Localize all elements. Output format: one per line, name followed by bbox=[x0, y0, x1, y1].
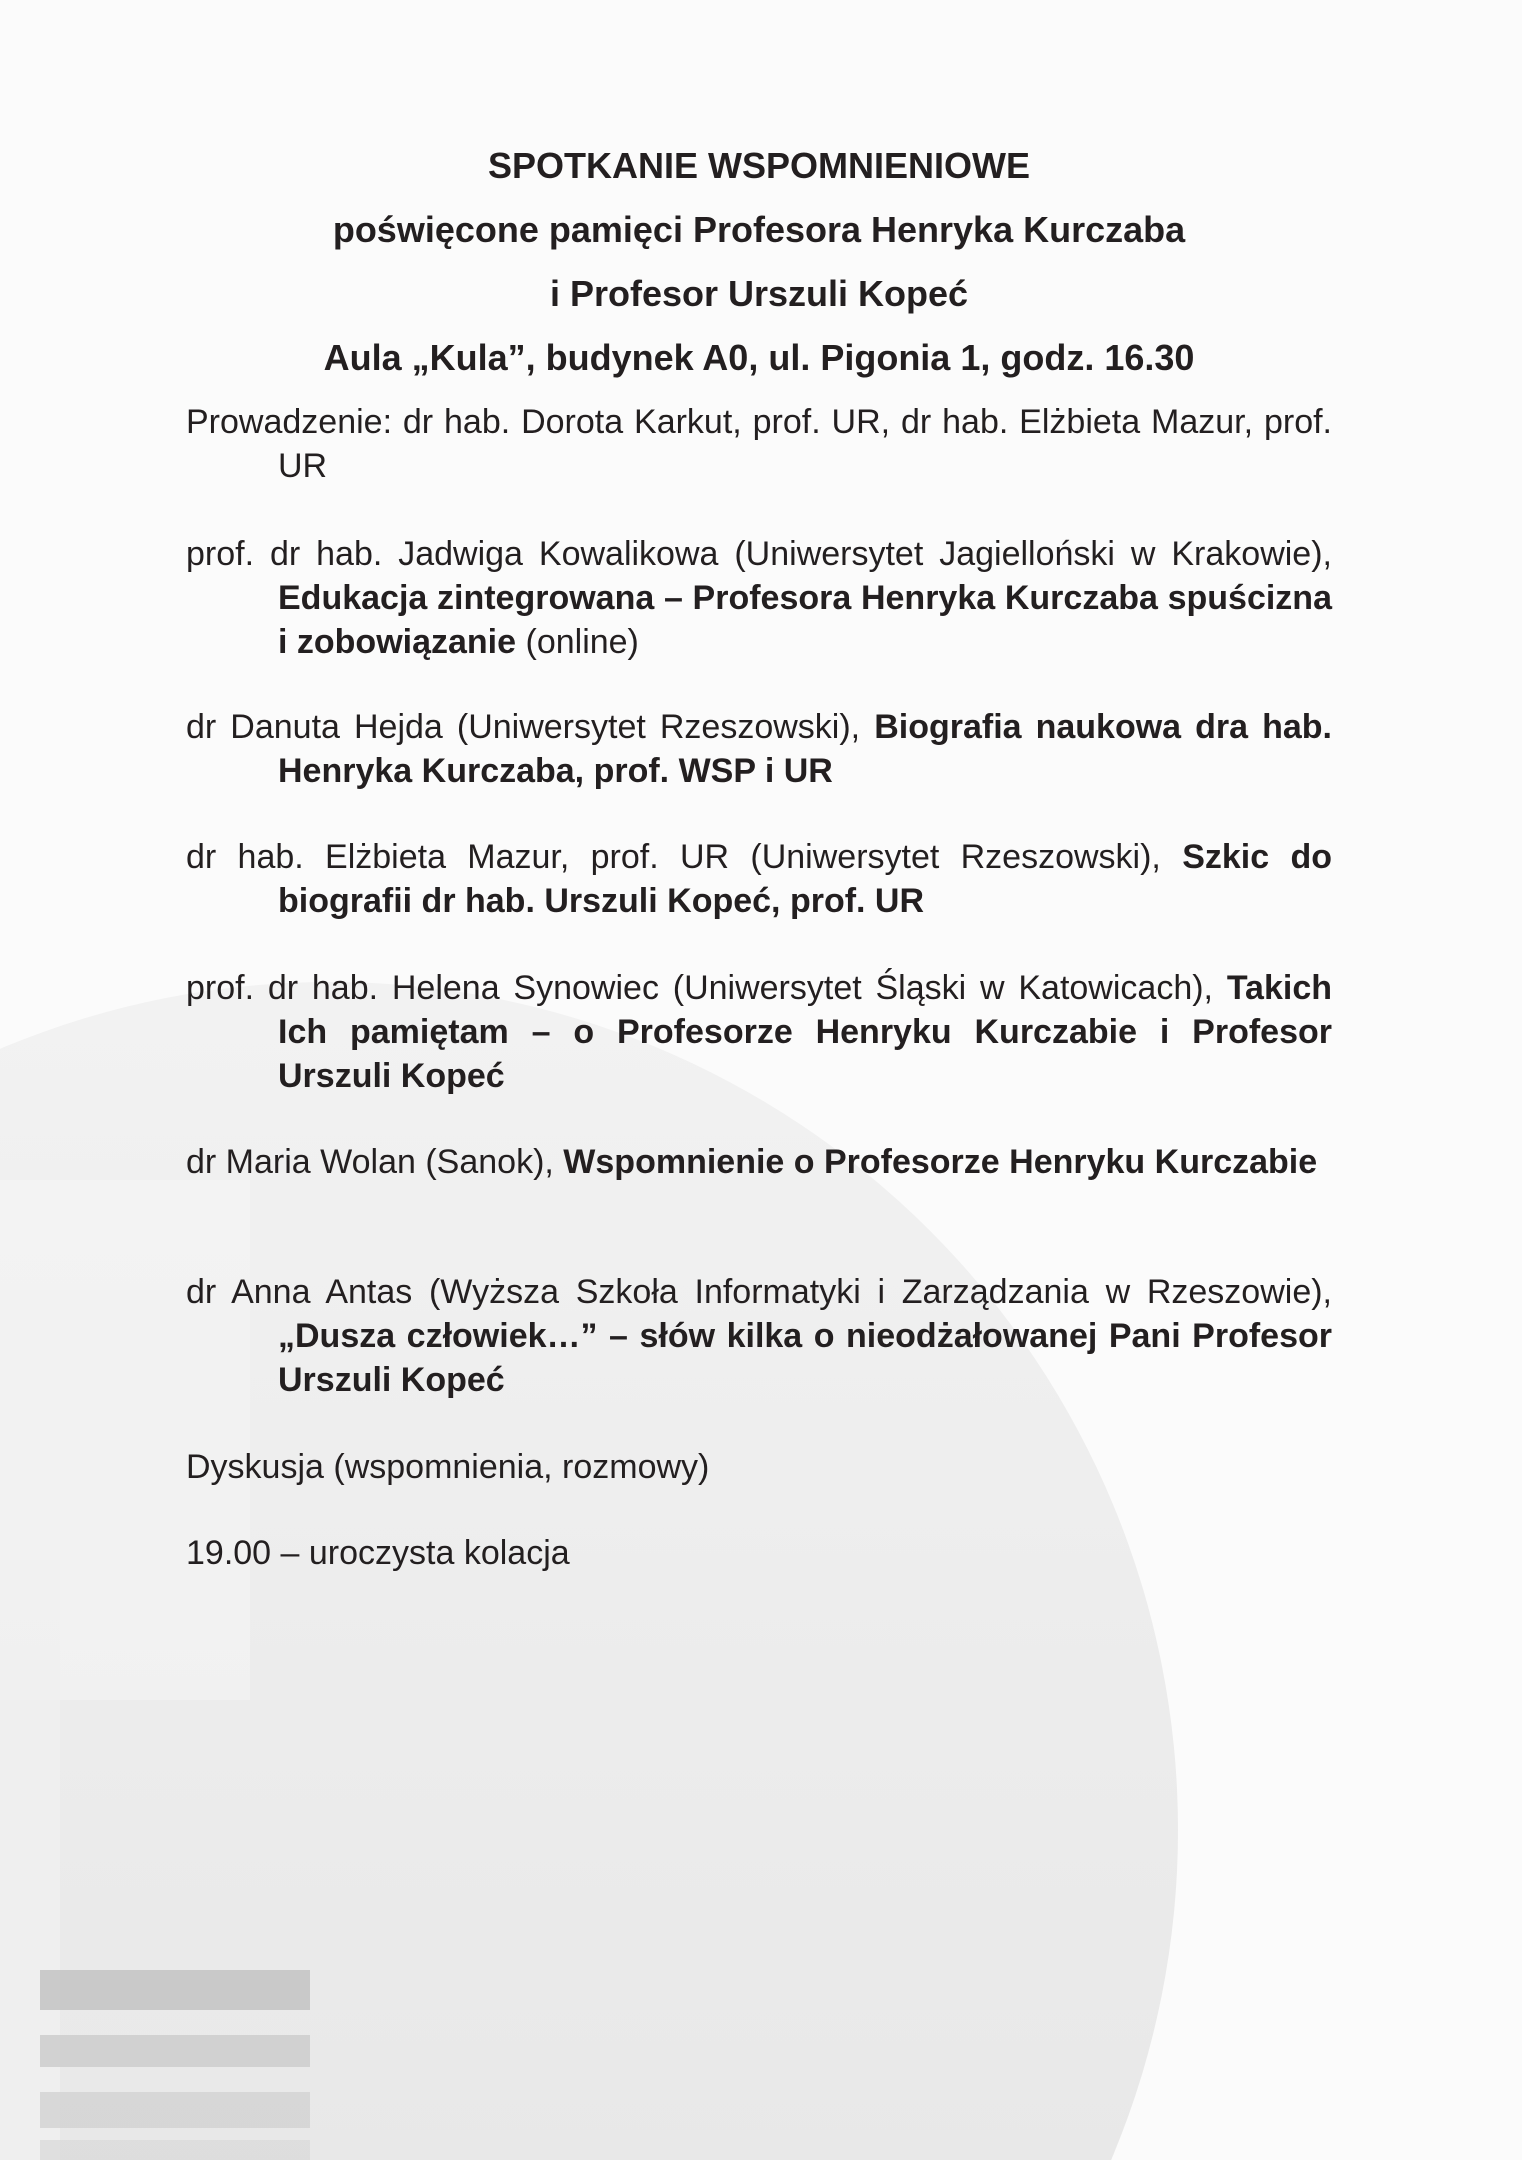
talk-note: (online) bbox=[516, 623, 639, 661]
talk-speaker: dr hab. Elżbieta Mazur, prof. UR (Uniwersytet Rzeszowski), bbox=[186, 838, 1183, 876]
event-header bbox=[186, 134, 1332, 390]
talk-speaker: prof. dr hab. Jadwiga Kowalikowa (Uniwersytet Jagielloński w Krakowie), bbox=[186, 535, 1332, 573]
talk-speaker: prof. dr hab. Helena Synowiec (Uniwersytet Śląski w Katowicach), bbox=[186, 969, 1227, 1007]
event-location: Aula „Kula”, budynek A0, ul. Pigonia 1, godz. 16.30 bbox=[323, 337, 1195, 378]
event-title: SPOTKANIE WSPOMNIENIOWE bbox=[487, 145, 1031, 186]
talk-entry bbox=[186, 532, 1332, 664]
event-dedication-continued: i Profesor Urszuli Kopeć bbox=[549, 273, 969, 314]
talk-speaker: dr Anna Antas (Wyższa Szkoła Informatyki i Zarządzania w Rzeszowie), bbox=[186, 1273, 1332, 1311]
dinner-item: 19.00 – uroczysta kolacja bbox=[186, 1534, 570, 1572]
talk-title: „Dusza człowiek…” – słów kilka o nieodżałowanej Pani Profesor Urszuli Kopeć bbox=[278, 1317, 1332, 1399]
talk-entry bbox=[186, 1270, 1332, 1402]
talk-title: Biografia naukowa dra hab. Henryka Kurczaba, prof. WSP i UR bbox=[278, 708, 1333, 790]
talk-title: Szkic do biografii dr hab. Urszuli Kopeć, prof. UR bbox=[278, 838, 1332, 920]
talk-entry bbox=[186, 835, 1332, 923]
talk-speaker: dr Danuta Hejda (Uniwersytet Rzeszowski), bbox=[186, 708, 875, 746]
talk-entry bbox=[186, 705, 1332, 793]
talk-speaker: dr Maria Wolan (Sanok), bbox=[186, 1143, 564, 1181]
discussion-item: Dyskusja (wspomnienia, rozmowy) bbox=[186, 1448, 710, 1486]
talk-title: Wspomnienie o Profesorze Henryku Kurczabie bbox=[563, 1143, 1318, 1181]
talk-title: Takich Ich pamiętam – o Profesorze Henryku Kurczabie i Profesor Urszuli Kopeć bbox=[278, 969, 1332, 1095]
talk-title: Edukacja zintegrowana – Profesora Henryka Kurczaba spuścizna i zobowiązanie bbox=[278, 579, 1332, 661]
moderation-entry: Prowadzenie: dr hab. Dorota Karkut, prof. UR, dr hab. Elżbieta Mazur, prof. UR bbox=[186, 403, 1332, 485]
talk-entry bbox=[186, 1140, 1332, 1184]
event-dedication: poświęcone pamięci Profesora Henryka Kurczaba bbox=[332, 209, 1186, 250]
talk-entry bbox=[186, 966, 1332, 1098]
